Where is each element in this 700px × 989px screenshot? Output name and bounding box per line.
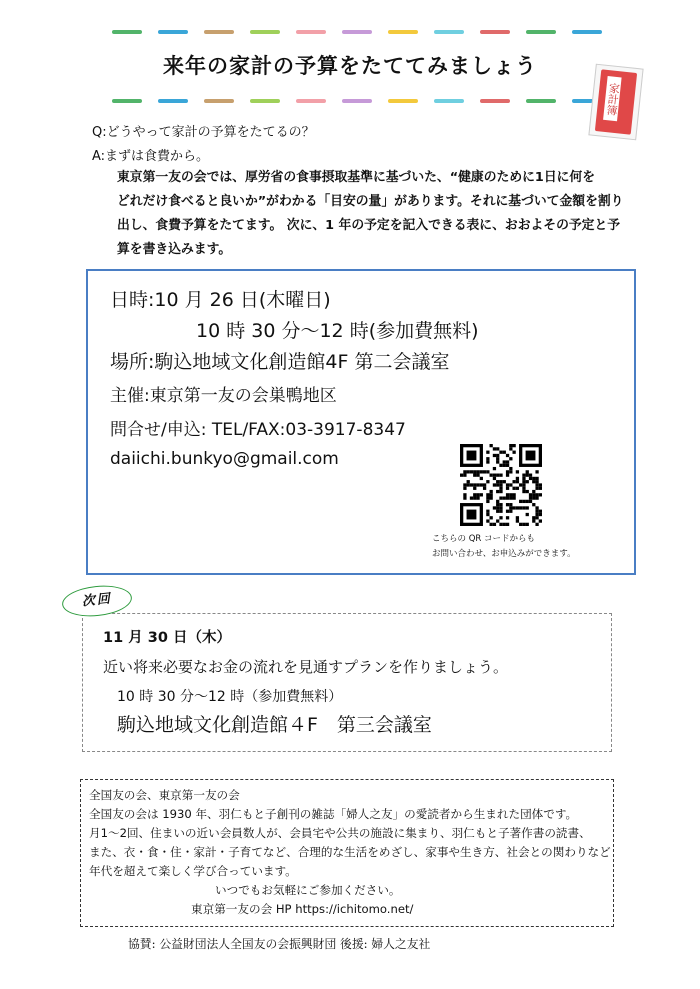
qr-caption-1: こちらの QR コードからも [432, 534, 536, 544]
household-account-book-illustration [588, 64, 643, 141]
about-invite: いつでもお気軽にご参加ください。 [215, 883, 401, 897]
decorative-dash [158, 99, 188, 103]
footer-sponsors: 協賛: 公益財団法人全国友の会振興財団 後援: 婦人之友社 [128, 937, 431, 951]
decorative-dash [388, 30, 418, 34]
about-box [80, 779, 614, 927]
decorative-dash [572, 30, 602, 34]
answer-text: A:まずは食費から。 [92, 149, 210, 164]
next-session-badge: 次回 [61, 582, 134, 619]
decorative-dash [112, 99, 142, 103]
decorative-dash [480, 30, 510, 34]
about-line: また、衣・食・住・家計・子育てなど、合理的な生活をめざし、家事や生き方、社会との関わりなど [89, 845, 611, 859]
event-place: 場所:駒込地域文化創造館4F 第二会議室 [110, 351, 450, 373]
question-text: Q:どうやって家計の予算をたてるの？ [92, 125, 315, 140]
decorative-dash [296, 99, 326, 103]
decorative-dash [158, 30, 188, 34]
qr-code-icon[interactable] [455, 444, 547, 526]
next-session-box [82, 613, 612, 752]
decorative-dash [204, 30, 234, 34]
decorative-dash [526, 30, 556, 34]
decorative-dash [342, 99, 372, 103]
next-date: 11 月 30 日（木） [103, 630, 232, 646]
page-title: 来年の家計の予算をたててみましょう [163, 54, 537, 78]
book-label: 家計簿 [603, 76, 622, 121]
paragraph-line: 算を書き込みます。 [117, 242, 232, 257]
about-line: 全国友の会は 1930 年、羽仁もと子創刊の雑誌「婦人之友」の愛読者から生まれた団体です。 [89, 807, 578, 821]
event-date: 日時:10 月 26 日(木曜日) [110, 289, 331, 311]
decorative-dash [526, 99, 556, 103]
decorative-dash [342, 30, 372, 34]
next-description: 近い将来必要なお金の流れを見通すプランを作りましょう。 [103, 658, 509, 676]
next-place: 駒込地域文化創造館４F 第三会議室 [117, 714, 432, 736]
paragraph-line: 東京第一友の会では、厚労省の食事摂取基準に基づいた、“健康のために1日に何を [117, 170, 596, 185]
decorative-dash [434, 99, 464, 103]
about-homepage[interactable]: 東京第一友の会 HP https://ichitomo.net/ [191, 902, 414, 916]
event-contact: 問合せ/申込: TEL/FAX:03-3917-8347 [110, 420, 406, 440]
event-email[interactable]: daiichi.bunkyo@gmail.com [110, 449, 339, 469]
decorative-dash [296, 30, 326, 34]
event-info-box [86, 269, 636, 575]
decorative-dash [388, 99, 418, 103]
decorative-dash [112, 30, 142, 34]
paragraph-line: どれだけ食べると良いか”がわかる「目安の量」があります。それに基づいて金額を割り [117, 194, 624, 209]
event-time: 10 時 30 分～12 時(参加費無料) [196, 320, 479, 342]
decorative-dash [250, 30, 280, 34]
decorative-dash [204, 99, 234, 103]
about-line: 年代を超えて楽しく学び合っています。 [89, 864, 297, 878]
answer-paragraph [117, 166, 637, 262]
event-host: 主催:東京第一友の会巣鴨地区 [110, 386, 337, 406]
about-heading: 全国友の会、東京第一友の会 [89, 788, 240, 802]
about-line: 月1～2回、住まいの近い会員数人が、会員宅や公共の施設に集まり、羽仁もと子著作書の読書、 [89, 826, 591, 840]
decorative-dash [250, 99, 280, 103]
next-time: 10 時 30 分～12 時（参加費無料） [117, 689, 343, 705]
qr-caption-2: お問い合わせ、お申込みができます。 [432, 549, 576, 559]
decorative-dash [480, 99, 510, 103]
decorative-dash [434, 30, 464, 34]
paragraph-line: 出し、食費予算をたてます。 次に、1 年の予定を記入できる表に、おおよその予定と予 [117, 218, 621, 233]
